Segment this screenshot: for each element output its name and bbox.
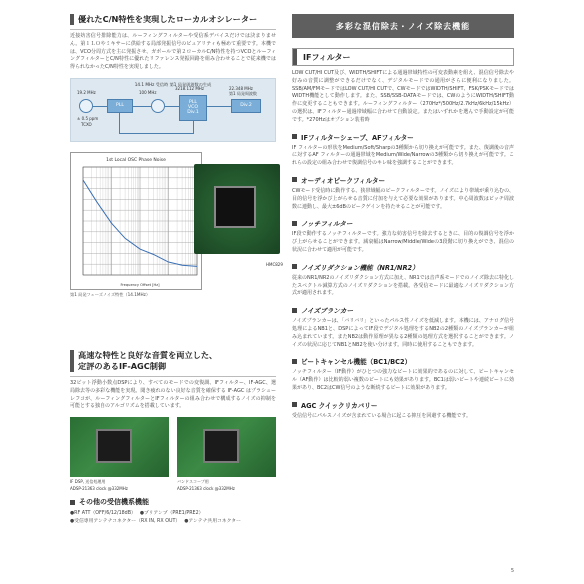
square-bullet-icon (292, 308, 297, 313)
pcb2-caption-1: バンドスコープ用 (177, 479, 209, 485)
chart-caption: 第1 局発フェーズノイズ特性（14.1MHz） (70, 291, 151, 297)
features-banner: 多彩な混信除去・ノイズ除去機能 (292, 14, 514, 38)
phase-noise-figure (70, 152, 283, 300)
divider (70, 376, 276, 377)
feature-title: オーディオピークフィルター (301, 176, 386, 185)
hmc829-board-photo (194, 164, 280, 254)
phase-noise-svg (71, 153, 201, 289)
spec-item: ●プリアンプ（PRE1/PRE2） (139, 511, 204, 517)
feature-header (292, 132, 514, 142)
feature-header (292, 356, 514, 366)
connector-line (133, 106, 151, 107)
section-if-agc-body: 32ビット浮動小数点DSPにより、すべてのモードでの変復調、IFフィルター、IF-AGC、選局除去等の多彩な機能を実現。聞き疲れのない良好な音質を確保する IF-AGC はプラシューレフコが、ルーフィングフィルターとIFフィルターの組み合わせで構成するノイズの抑制を可能とする独自のアルゴリズムを搭載しています。 (70, 380, 276, 410)
spec-item: ●アンテナ共用コネクター (184, 518, 241, 524)
receiver-functions-header (70, 497, 276, 507)
section-local-oscillator-header (70, 14, 276, 25)
square-bullet-icon (70, 500, 75, 505)
left-column-lower (70, 350, 276, 525)
feature-header (292, 262, 514, 272)
section-local-oscillator-title: 優れたC/N特性を実現したローカルオシレーター (78, 14, 258, 24)
feature-header (292, 175, 514, 185)
dsp-chip (203, 429, 239, 463)
feature-title: IFフィルターシェープ、AFフィルター (301, 133, 414, 142)
divider (70, 29, 276, 30)
connector-line (165, 106, 179, 107)
dsp-chip (96, 429, 132, 463)
feature-body: 従来のNR1/NR2のノイズリダクション方式に加え、NR1では音声系モードでのノイズ除去に特化したスペクトル減算方式のノイズリダクションを搭載。各受信モードに最適なノイズリダクション方式が適用されます。 (292, 274, 514, 297)
feature-body: CWモード受信時に動作する、狭帯域幅のピークフィルターです。ノイズにより帯域が乗り込むの、目的信号を浮かび上がらせる音質に付加を与えて必要な効果があります。中心周波数はピッチ周波数に連動し、最大±6dBのピークゲインを持たせることが可能です。 (292, 187, 514, 210)
square-bullet-icon (292, 221, 297, 226)
feature-body: ノッチフィルター（IF動作）がひとつの強力なビートに効果的であるのに対して、ビートキャンセル（AF動作）は比較的弱い複数のビートにも効果があります。BC1は弱いビートや連続ビートに効果があり、BC2はCW信号のような断続するビートに効果があります。 (292, 369, 514, 391)
pll1-block: PLL (107, 99, 133, 113)
feedback-line (119, 133, 194, 134)
square-bullet-icon (292, 359, 297, 364)
receiver-functions-list (70, 510, 276, 525)
pll-out-name: 第1 局発周波数 (229, 90, 257, 96)
spec-item: ●RF ATT（OFF/6/12/18dB） (70, 511, 136, 517)
x-axis-label: Frequency Offset [Hz] (120, 282, 160, 287)
left-column (70, 14, 283, 300)
pll-ref-name: TCXO (81, 121, 92, 127)
square-bullet-icon (292, 402, 297, 407)
section-if-agc-title-1: 高速な特性と良好な音質を両立した、 (78, 350, 218, 360)
section-bar (70, 14, 74, 25)
feature-title: ノイズリダクション機能（NR1/NR2） (301, 263, 419, 272)
feature-list (292, 132, 514, 421)
connector-line (207, 106, 231, 107)
right-column (292, 14, 514, 421)
page-number: 5 (510, 568, 514, 574)
pcb-figure-2 (177, 417, 276, 491)
pll-ref-note: ± 0.5 ppm (77, 115, 99, 121)
connector-line (119, 113, 120, 133)
pll2-freq: 3218.112 MHz (175, 85, 204, 91)
feature-header (292, 305, 514, 315)
feature-body: IF段で動作するノッチフィルターです。強力な妨害信号を除去するときに、目的の復調信号を浮かび上がらせることができます。減衰幅はNarrow/Middle/Wideの3段階に切り換えができ、混信の状況に合わせて適用が可能です。 (292, 231, 514, 253)
chip-label: HMC829 (266, 261, 283, 267)
feature-body: IF フィルターの形状をMedium/Soft/Sharpの3種類から切り換えが可能です。また、復調後の音声に対するAF フィルターの通過帯域をMedium/Wide/Narrowの3種類から切り換えが可能です。これらの設定の組み合わせで復調信号のキレ味を強調することができます。 (292, 144, 514, 167)
phase-noise-chart (70, 152, 202, 290)
pcb2-caption-2: ADSP-21363 clock @332MHz (177, 486, 235, 492)
pcb1-caption-2: ADSP-21363 clock @332MHz (70, 486, 128, 492)
section-if-agc-header (70, 350, 276, 372)
pcb-images (70, 417, 276, 491)
connector-line (93, 106, 107, 107)
feature-title: ノッチフィルター (301, 220, 353, 229)
oscillator-icon (151, 99, 165, 113)
bandscope-board-photo (177, 417, 276, 477)
feature-title: ビートキャンセル機能（BC1/BC2） (301, 358, 412, 367)
square-bullet-icon (292, 134, 297, 139)
pll-caption: 14.1 MHz 受信時 第1 局発周波数の生成 (134, 81, 212, 87)
if-filter-title: IFフィルター (303, 52, 351, 62)
pll-ref-freq: 19.2 MHz (77, 89, 96, 95)
if-dsp-board-photo (70, 417, 169, 477)
pll-out-freq: 22.348 MHz (229, 85, 253, 91)
pll-diagram (70, 78, 276, 142)
connector-line (193, 121, 194, 133)
pll-mid-freq: 100 MHz (139, 89, 157, 95)
pll2-vco-block: PLL VCO Div.1 (179, 95, 207, 121)
section-if-agc-title-2: 定評のあるIF-AGC制御 (78, 361, 167, 371)
feature-title: AGC クイックリカバリー (301, 401, 378, 410)
square-bullet-icon (292, 177, 297, 182)
feature-body: 受信信号にパルスノイズが含まれている場合に起こる抑圧を回避する機能です。 (292, 412, 471, 419)
oscillator-icon (79, 99, 93, 113)
spec-item: ●受信専用アンテナコネクター（RX IN, RX OUT） (70, 518, 181, 524)
if-filter-body: LOW CUT/HI CUT及び、WIDTH/SHIFTによる通過帯域特性の可変表動素を組え、混信信号除去や好みの音質に調整ができるだけでなく、デジタルモードでの通用がさらに便利になりました。SSB/AM/FMモードではLOW CUT/HI CUTで、CWモードではWIDTH/SHIFT、FSK/PSKモードではWIDTH機能として動作します。また、SSB/SSB-DATAモードでは、CWのようにWIDTH/SHIFT動作に変更することもできます。ルーフィングフィルター（270Hz*/500Hz/2.7kHz/6kHz/15kHz）の選択は、IFフィルター通過帯域幅に合わせて自動設定。またはいずれかを選んで手動設定が可能です。*270Hzはオプション装着時 (292, 70, 514, 123)
chart-title: 1st Local OSC Phase Noise (106, 157, 166, 163)
pcb-figure-1 (70, 417, 169, 491)
section-if-agc-titles (78, 350, 217, 372)
receiver-functions-title: その他の受信機系機能 (79, 498, 149, 507)
hmc829-chip (214, 186, 256, 228)
feature-title: ノイズブランカー (301, 307, 354, 316)
feature-header (292, 218, 514, 228)
div2-block: Div.2 (231, 99, 261, 113)
square-bullet-icon (292, 264, 297, 269)
if-filter-header (292, 48, 514, 66)
feature-header (292, 400, 514, 410)
pcb1-caption-1: IF DSP, 送信処理用 (70, 479, 106, 485)
section-local-oscillator-body: 近接妨害信号排除能力は、ルーフィングフィルターや受信系デバイスだけでは決まりません。第１ＬＯやミキサーに供給する局部発振信号のピュアリティも極めて重要です。本機では、VCO分周方式を主に発振させ、ガボールで第２ローカルC/N特性を持つVCOとルーフィングフィルターとC/N特性に優れたリファレンス発振回路を組み合わせることで従来機では得られなかったC/N特性を実現しました。 (70, 33, 276, 71)
feature-body: ノイズブランカーは、「バリバリ」といったパルス性ノイズを低減します。本機には、アナログ信号処理によるNB1と、DSPによってIF段でデジタル処理をするNB2の2種類のノイズブランカーが組み込まれています。またNB2は動作原理が異なる2種類の処理方式を選択することができます。ノイズの状況に応じてNB1とNB2を使い分けます。同時に使用することもできます。 (292, 318, 514, 348)
section-bar (70, 350, 74, 372)
